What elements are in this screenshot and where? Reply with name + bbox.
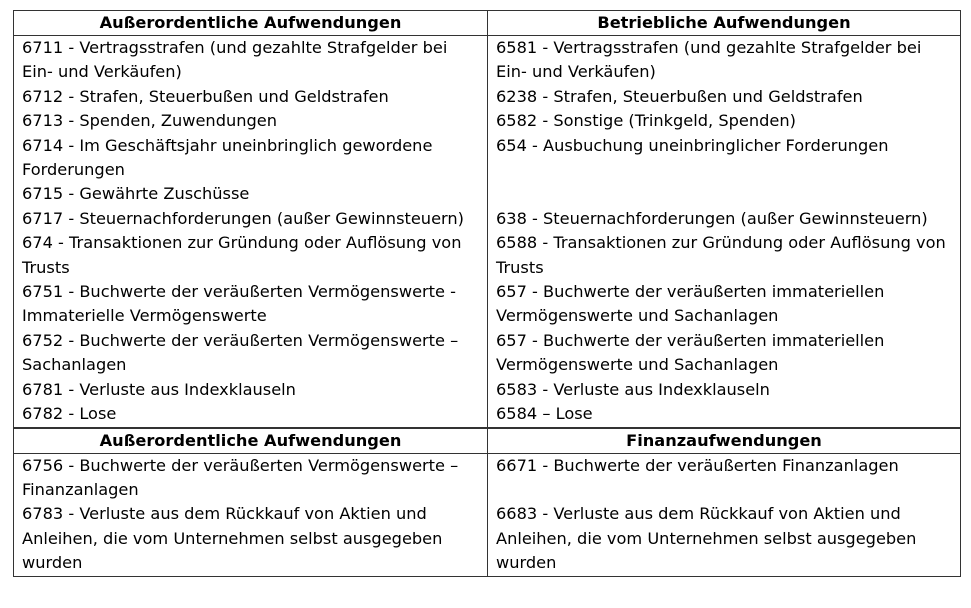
table-row: [14, 207, 961, 231]
header-extraordinary-expenses: Außerordentliche Aufwendungen: [14, 11, 488, 36]
header-financial-expenses: Finanzaufwendungen: [488, 428, 961, 454]
section-header-row: [14, 11, 961, 36]
cell-left: 6711 - Vertragsstrafen (und gezahlte Strafgelder bei Ein- und Verkäufen): [14, 36, 488, 85]
cell-right: 6584 – Lose: [488, 402, 961, 427]
cell-left: 6781 - Verluste aus Indexklauseln: [14, 378, 488, 402]
cell-right: 6683 - Verluste aus dem Rückkauf von Aktien und Anleihen, die vom Unternehmen selbst ausgegeben wurden: [488, 502, 961, 576]
cell-right: 6671 - Buchwerte der veräußerten Finanzanlagen: [488, 453, 961, 502]
table-row: [14, 36, 961, 85]
table-row: [14, 453, 961, 502]
cell-right: 654 - Ausbuchung uneinbringlicher Forderungen: [488, 134, 961, 183]
cell-right: 6582 - Sonstige (Trinkgeld, Spenden): [488, 109, 961, 133]
table-row: [14, 280, 961, 329]
header-operating-expenses: Betriebliche Aufwendungen: [488, 11, 961, 36]
cell-left: 6715 - Gewährte Zuschüsse: [14, 182, 488, 206]
document-tables: [13, 10, 961, 577]
cell-left: 6782 - Lose: [14, 402, 488, 427]
table-row: [14, 329, 961, 378]
cell-right: 638 - Steuernachforderungen (außer Gewinnsteuern): [488, 207, 961, 231]
cell-left: 6714 - Im Geschäftsjahr uneinbringlich gewordene Forderungen: [14, 134, 488, 183]
cell-left: 6713 - Spenden, Zuwendungen: [14, 109, 488, 133]
cell-left: 674 - Transaktionen zur Gründung oder Auflösung von Trusts: [14, 231, 488, 280]
cell-right: 657 - Buchwerte der veräußerten immateriellen Vermögenswerte und Sachanlagen: [488, 329, 961, 378]
section-header-row: [14, 428, 961, 454]
cell-right: 6588 - Transaktionen zur Gründung oder Auflösung von Trusts: [488, 231, 961, 280]
cell-left: 6751 - Buchwerte der veräußerten Vermögenswerte - Immaterielle Vermögenswerte: [14, 280, 488, 329]
cell-right: 6583 - Verluste aus Indexklauseln: [488, 378, 961, 402]
table-row: [14, 402, 961, 427]
cell-right: 6238 - Strafen, Steuerbußen und Geldstrafen: [488, 85, 961, 109]
cell-left: 6717 - Steuernachforderungen (außer Gewinnsteuern): [14, 207, 488, 231]
table-row: [14, 502, 961, 576]
cell-left: 6712 - Strafen, Steuerbußen und Geldstrafen: [14, 85, 488, 109]
cell-right: 657 - Buchwerte der veräußerten immateriellen Vermögenswerte und Sachanlagen: [488, 280, 961, 329]
cell-left: 6752 - Buchwerte der veräußerten Vermögenswerte – Sachanlagen: [14, 329, 488, 378]
table-row: [14, 85, 961, 109]
cell-left: 6783 - Verluste aus dem Rückkauf von Aktien und Anleihen, die vom Unternehmen selbst ausgegeben wurden: [14, 502, 488, 576]
expense-mapping-table: [13, 10, 961, 577]
table-row: [14, 378, 961, 402]
table-row: [14, 182, 961, 206]
table-row: [14, 134, 961, 183]
cell-left: 6756 - Buchwerte der veräußerten Vermögenswerte – Finanzanlagen: [14, 453, 488, 502]
cell-right: [488, 182, 961, 206]
header-extraordinary-expenses: Außerordentliche Aufwendungen: [14, 428, 488, 454]
table-row: [14, 109, 961, 133]
cell-right: 6581 - Vertragsstrafen (und gezahlte Strafgelder bei Ein- und Verkäufen): [488, 36, 961, 85]
table-row: [14, 231, 961, 280]
